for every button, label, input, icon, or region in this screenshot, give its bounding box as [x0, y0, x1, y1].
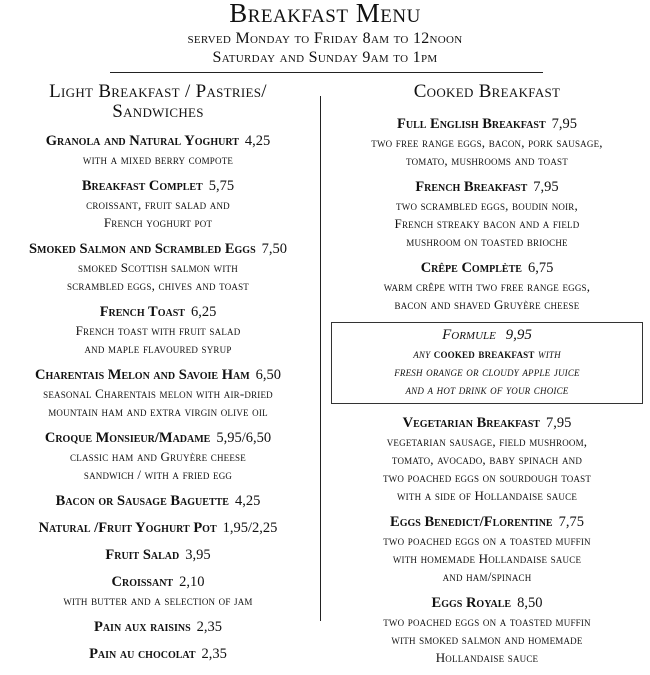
formule-text: with	[538, 346, 561, 361]
cooked-breakfast-heading: Cooked Breakfast	[413, 81, 561, 102]
menu-item-header	[0, 240, 316, 259]
light-breakfast-items	[0, 132, 316, 664]
menu-item	[0, 429, 316, 484]
menu-item-description: two poached eggs on sourdough toast	[382, 470, 592, 485]
serving-hours	[0, 29, 650, 67]
menu-item-name: Fruit Salad	[105, 547, 180, 563]
menu-item-description: two poached eggs on a toasted muffin	[383, 533, 591, 548]
menu-item-name: Charentais Melon and Savoie Ham	[34, 367, 250, 383]
menu-item	[0, 177, 316, 232]
menu-item	[0, 132, 316, 169]
menu-item-header	[0, 366, 316, 385]
menu-item-price: 3,95	[185, 547, 211, 563]
menu-item-description: two scrambled eggs, boudin noir,	[396, 198, 578, 213]
menu-item-name: French Breakfast	[415, 179, 528, 195]
menu-item-name: Croque Monsieur/Madame	[44, 430, 211, 446]
menu-item-description: and ham/spinach	[442, 569, 532, 584]
menu-item-name: Vegetarian Breakfast	[402, 415, 540, 431]
menu-item-description: mountain ham and extra virgin olive oil	[48, 404, 268, 419]
menu-item-header	[0, 519, 316, 538]
menu-item-description: Hollandaise sauce	[435, 650, 539, 665]
menu-item-price: 2,10	[179, 574, 205, 590]
menu-item-header	[0, 492, 316, 511]
formule-line: fresh orange or cloudy apple juice	[394, 364, 580, 379]
menu-item	[328, 414, 646, 505]
menu-item-description: French yoghurt pot	[103, 215, 213, 230]
menu-item-header	[328, 259, 646, 278]
menu-item-header	[0, 645, 316, 664]
formule-price: 9,95	[505, 327, 532, 343]
menu-item-price: 7,50	[261, 241, 288, 257]
menu-item-name: Eggs Benedict/Florentine	[390, 514, 553, 530]
menu-item-price: 6,25	[190, 304, 217, 320]
menu-item-header	[328, 594, 646, 613]
menu-item-price: 5,75	[208, 178, 235, 194]
formule-highlight: cooked breakfast	[433, 346, 535, 361]
hours-weekend: Saturday and Sunday 9am to 1pm	[212, 49, 438, 66]
light-breakfast-heading	[0, 82, 316, 122]
menu-item-name: Bacon or Sausage Baguette	[55, 493, 229, 509]
menu-item-description: two poached eggs on a toasted muffin	[383, 614, 591, 629]
menu-item-description: warm crêpe with two free range eggs,	[383, 279, 591, 294]
menu-item-description: tomato, mushrooms and toast	[406, 153, 568, 168]
menu-item-description: French toast with fruit salad	[75, 323, 241, 338]
menu-item	[328, 594, 646, 667]
menu-item-price: 7,95	[551, 116, 577, 132]
menu-item-header	[328, 178, 646, 197]
menu-item-name: Pain aux raisins	[93, 619, 191, 635]
light-breakfast-column	[0, 82, 316, 672]
menu-item	[0, 240, 316, 295]
formule-text: any	[413, 346, 431, 361]
menu-item-price: 1,95/2,25	[222, 520, 278, 536]
formule-box	[331, 322, 643, 404]
menu-item	[0, 546, 316, 565]
menu-item-description: French streaky bacon and a field	[394, 216, 580, 231]
menu-item-description: with smoked salmon and homemade	[391, 632, 583, 647]
menu-item	[0, 519, 316, 538]
menu-item	[328, 178, 646, 251]
menu-item-description: tomato, avocado, baby spinach and	[391, 452, 583, 467]
menu-item-header	[0, 303, 316, 322]
menu-item-description: smoked Scottish salmon with	[78, 260, 238, 275]
menu-item-header	[0, 546, 316, 565]
cooked-breakfast-items-more	[328, 414, 646, 667]
cooked-breakfast-items	[328, 115, 646, 314]
menu-item	[328, 513, 646, 586]
menu-item-name: Smoked Salmon and Scrambled Eggs	[28, 241, 256, 257]
menu-item-price: 2,35	[196, 619, 223, 635]
menu-item-name: Breakfast Complet	[81, 178, 203, 194]
menu-item-header	[0, 573, 316, 592]
menu-item-price: 2,35	[201, 646, 227, 662]
menu-item-price: 7,75	[558, 514, 584, 530]
top-divider	[110, 72, 543, 73]
menu-item	[0, 492, 316, 511]
menu-item-description: with a mixed berry compote	[82, 152, 234, 167]
menu-item	[0, 645, 316, 664]
menu-item-description: classic ham and Gruyère cheese	[70, 449, 246, 464]
menu-item-description: seasonal Charentais melon with air-dried	[43, 386, 273, 401]
menu-title: Breakfast Menu	[229, 0, 421, 28]
menu-item-price: 6,75	[527, 260, 554, 276]
menu-item-description: mushroom on toasted brioche	[406, 234, 568, 249]
menu-item	[0, 303, 316, 358]
menu-item	[328, 115, 646, 170]
menu-item	[0, 366, 316, 421]
menu-item	[0, 573, 316, 610]
menu-item-name: Eggs Royale	[431, 595, 512, 611]
menu-item-description: with homemade Hollandaise sauce	[392, 551, 582, 566]
menu-item-description: with a side of Hollandaise sauce	[396, 488, 578, 503]
menu-item-name: Granola and Natural Yoghurt	[45, 133, 239, 149]
menu-item-name: Natural /Fruit Yoghurt Pot	[38, 520, 217, 536]
menu-item-price: 7,95	[545, 415, 572, 431]
menu-item-name: French Toast	[99, 304, 185, 320]
menu-item-description: with butter and a selection of jam	[63, 593, 253, 608]
menu-item-name: Full English Breakfast	[397, 116, 546, 132]
column-divider	[320, 96, 321, 621]
menu-item-header	[328, 115, 646, 134]
heading-line: Light Breakfast / Pastries/	[49, 81, 267, 102]
menu-item-description: two free range eggs, bacon, pork sausage,	[371, 135, 603, 150]
menu-item-header	[328, 414, 646, 433]
menu-item-header	[0, 132, 316, 151]
menu-item-header	[0, 429, 316, 448]
heading-line: Sandwiches	[112, 101, 204, 122]
hours-weekday: served Monday to Friday 8am to 12noon	[187, 30, 463, 47]
menu-item-header	[328, 513, 646, 532]
menu-item-price: 6,50	[255, 367, 282, 383]
menu-item-name: Croissant	[111, 574, 174, 590]
menu-item-name: Crêpe Complète	[420, 260, 522, 276]
menu-item-name: Pain au chocolat	[89, 646, 196, 662]
menu-item-description: and maple flavoured syrup	[84, 341, 232, 356]
formule-name: Formule	[442, 327, 496, 343]
formule-line: and a hot drink of your choice	[405, 382, 569, 397]
menu-item-description: scrambled eggs, chives and toast	[67, 278, 249, 293]
menu-item	[328, 259, 646, 314]
menu-item-price: 4,25	[244, 133, 271, 149]
cooked-breakfast-column	[328, 82, 646, 675]
menu-item-description: bacon and shaved Gruyère cheese	[394, 297, 580, 312]
menu-item-price: 7,95	[533, 179, 559, 195]
menu-item-price: 8,50	[517, 595, 543, 611]
menu-item-description: vegetarian sausage, field mushroom,	[386, 434, 588, 449]
menu-item-price: 4,25	[234, 493, 261, 509]
menu-item-header	[0, 177, 316, 196]
menu-item-price: 5,95/6,50	[216, 430, 272, 446]
menu-item-description: sandwich / with a fried egg	[83, 467, 233, 482]
menu-item-description: croissant, fruit salad and	[86, 197, 230, 212]
